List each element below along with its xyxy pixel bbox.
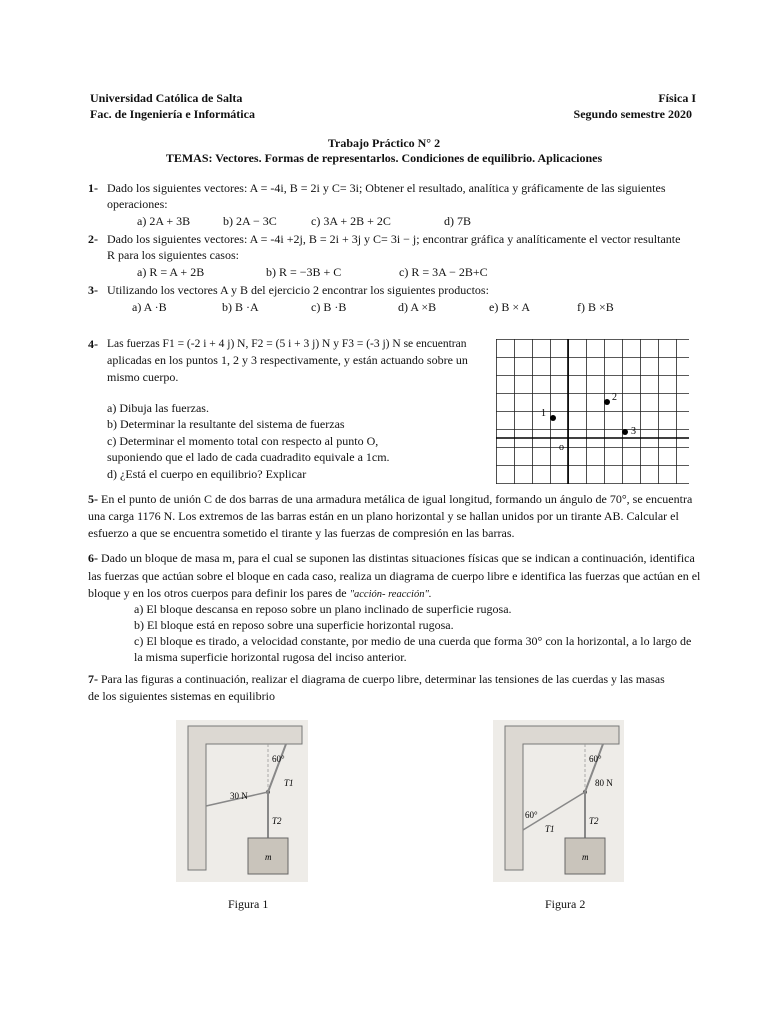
q6-item-c: c) El bloque es tirado, a velocidad constante, por medio de una cuerda que forma 30° con la horizontal, a lo largo de xyxy=(134,634,692,648)
q6-item-b: b) El bloque está en reposo sobre una superficie horizontal rugosa. xyxy=(134,618,454,632)
page-title: Trabajo Práctico N° 2 xyxy=(327,136,441,150)
topics: TEMAS: Vectores. Formas de representarlos. Condiciones de equilibrio. Aplicaciones xyxy=(165,151,603,165)
q1-option-b: b) 2A − 3C xyxy=(223,214,277,228)
figure-1 xyxy=(176,720,308,882)
q4-item-c: c) Determinar el momento total con respecto al punto O, xyxy=(107,434,379,448)
fig2-force: 80 N xyxy=(595,778,613,788)
q4-text: Las fuerzas F1 = (-2 i + 4 j) N, F2 = (5 i + 3 j) N y F3 = (-3 j) N se encuentran xyxy=(107,338,467,350)
q4-text-3: mismo cuerpo. xyxy=(107,370,179,384)
figure-2 xyxy=(493,720,624,882)
q6-action-reaction: "acción- reacción". xyxy=(349,589,432,600)
q6-number: 6- xyxy=(88,551,98,565)
q6-text: Dado un bloque de masa m, para el cual se suponen las distintas situaciones físicas que se indican a continuación, identifica xyxy=(101,551,695,565)
q3-option-f: f) B ×B xyxy=(577,300,614,314)
fig1-t2: T2 xyxy=(272,816,282,826)
point-2-label: 2 xyxy=(612,392,617,403)
q6-text-3 xyxy=(88,586,432,602)
q2-option-c: c) R = 3A − 2B+C xyxy=(399,265,488,279)
point-1 xyxy=(550,415,556,421)
q7-text-2: de los siguientes sistemas en equilibrio xyxy=(88,689,275,703)
fig1-angle: 60° xyxy=(272,754,285,764)
point-2 xyxy=(604,399,610,405)
q1-option-a: a) 2A + 3B xyxy=(137,214,191,228)
q4-text-2: aplicadas en los puntos 1, 2 y 3 respectivamente, y están actuando sobre un xyxy=(107,353,468,367)
point-3-label: 3 xyxy=(631,426,636,437)
university-name: Universidad Católica de Salta xyxy=(90,91,243,105)
q5-number: 5- xyxy=(88,492,98,506)
q4-item-a: a) Dibuja las fuerzas. xyxy=(107,401,209,415)
course-name: Física I xyxy=(658,91,696,105)
fig2-angle-left: 60° xyxy=(525,810,538,820)
fig2-angle-top: 60° xyxy=(589,754,602,764)
fig2-t2: T2 xyxy=(589,816,599,826)
q6-item-a: a) El bloque descansa en reposo sobre un plano inclinado de superficie rugosa. xyxy=(134,602,512,616)
q4-item-d: d) ¿Está el cuerpo en equilibrio? Explicar xyxy=(107,467,307,481)
q2-option-b: b) R = −3B + C xyxy=(266,265,342,279)
q1-option-d: d) 7B xyxy=(444,214,471,228)
fig1-mass: m xyxy=(265,852,272,862)
q1-option-c: c) 3A + 2B + 2C xyxy=(311,214,391,228)
q3-option-e: e) B × A xyxy=(489,300,531,314)
q2-option-a: a) R = A + 2B xyxy=(137,265,205,279)
fig2-t1: T1 xyxy=(545,824,555,834)
figure-2-caption: Figura 2 xyxy=(545,897,586,911)
q1-number: 1- xyxy=(88,181,98,195)
figure-1-caption: Figura 1 xyxy=(228,897,269,911)
q2-text: Dado los siguientes vectores: A = -4i +2j, B = 2i + 3j y C= 3i − j; encontrar gráfica y analíticamente el vector resultante xyxy=(107,232,681,246)
q3-number: 3- xyxy=(88,283,98,297)
q6-item-c-2: la misma superficie horizontal rugosa del inciso anterior. xyxy=(134,650,407,664)
fig2-mass: m xyxy=(582,852,589,862)
q2-number: 2- xyxy=(88,232,98,246)
q3-option-b: b) B ·A xyxy=(222,300,259,314)
q4-item-c-2: suponiendo que el lado de cada cuadradito equivale a 1cm. xyxy=(107,450,390,464)
coordinate-grid xyxy=(496,339,689,484)
q3-option-d: d) A ×B xyxy=(398,300,437,314)
q4-number: 4- xyxy=(88,337,98,351)
semester: Segundo semestre 2020 xyxy=(573,107,692,121)
q5-text: En el punto de unión C de dos barras de una armadura metálica de igual longitud, formando un ángulo de 70°, se encuentra xyxy=(101,492,693,506)
point-1-label: 1 xyxy=(541,408,546,419)
origin-label: o xyxy=(559,442,564,453)
q2-text-2: R para los siguientes casos: xyxy=(107,248,239,262)
q3-option-a: a) A ·B xyxy=(132,300,167,314)
q5-text-3: esfuerzo a que se encuentra sometido el tirante y las fuerzas de compresión en las barras. xyxy=(88,526,515,540)
q1-text-2: operaciones: xyxy=(107,197,168,211)
q7-text: Para las figuras a continuación, realizar el diagrama de cuerpo libre, determinar las tensiones de las cuerdas y las masas xyxy=(101,672,665,686)
q3-option-c: c) B ·B xyxy=(311,300,347,314)
faculty-name: Fac. de Ingeniería e Informática xyxy=(90,107,255,121)
q5-text-2: una carga 1176 N. Los extremos de las barras están en un plano horizontal y se hallan unidos por un tirante AB. Calcular el xyxy=(88,509,679,523)
q3-text: Utilizando los vectores A y B del ejercicio 2 encontrar los siguientes productos: xyxy=(107,283,489,297)
q1-text: Dado los siguientes vectores: A = -4i, B = 2i y C= 3i; Obtener el resultado, analítica y gráficamente de las siguientes xyxy=(107,181,666,195)
q7-number: 7- xyxy=(88,672,98,686)
fig1-force: 30 N xyxy=(230,791,248,801)
q6-text-2: las fuerzas que actúan sobre el bloque en cada caso, realiza un diagrama de cuerpo libre e identifica las fuerzas que actúan en el xyxy=(88,569,701,583)
fig1-t1: T1 xyxy=(284,778,294,788)
point-3 xyxy=(622,429,628,435)
q6-text-3-main: bloque y en los otros cuerpos para definir los pares de xyxy=(88,586,350,600)
q4-item-b: b) Determinar la resultante del sistema de fuerzas xyxy=(107,417,345,431)
